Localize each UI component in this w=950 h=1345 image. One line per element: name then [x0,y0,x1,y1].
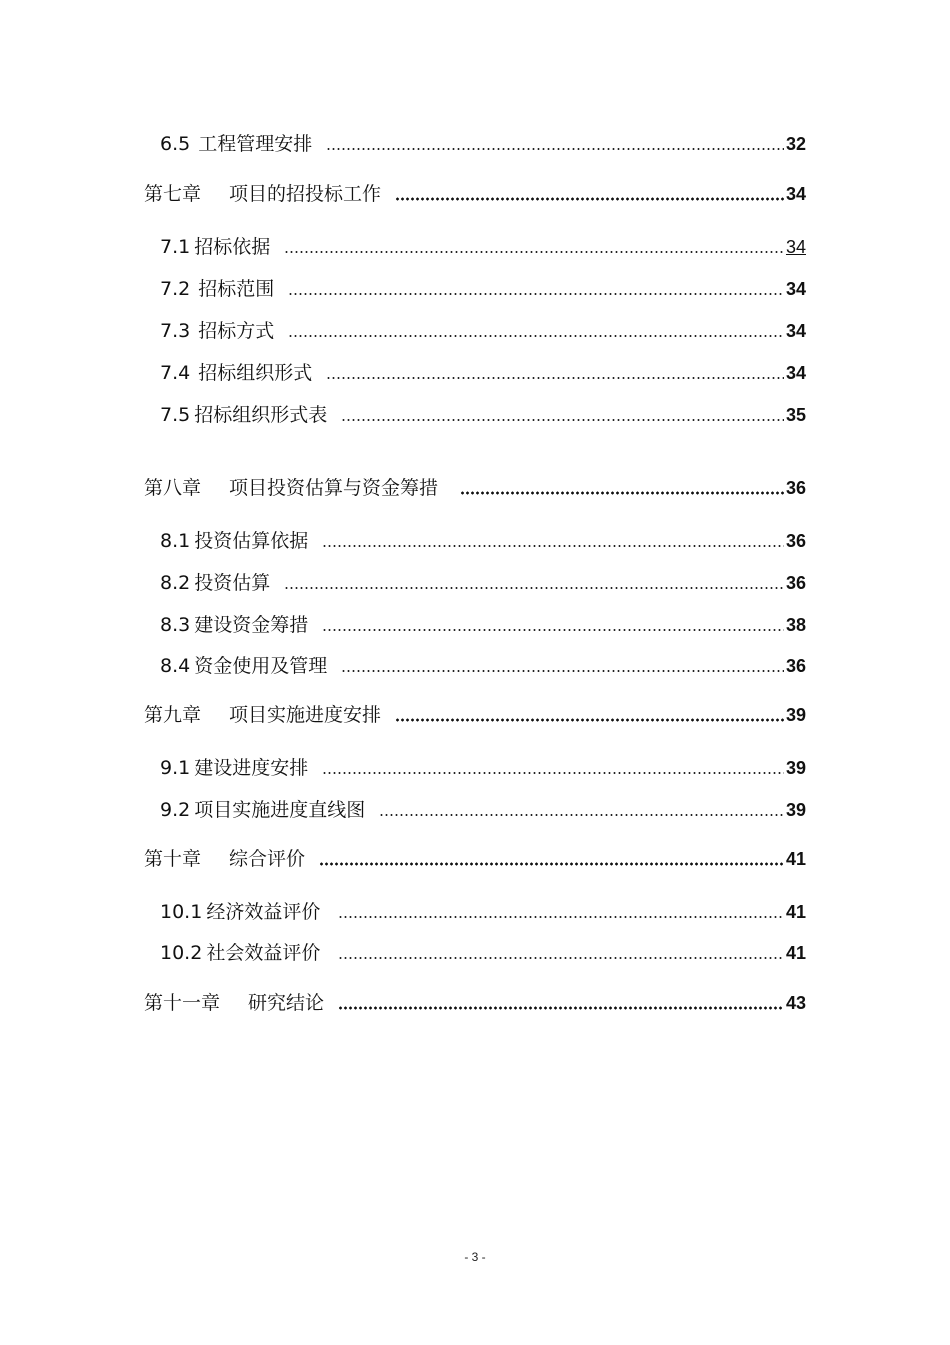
toc-entry-7-4[interactable] [160,360,806,386]
chapter-title: 项目投资估算与资金筹措 [229,477,439,499]
toc-chapter-9[interactable] [144,702,806,728]
toc-title: 招标方式 [198,320,275,342]
chapter-number: 第九章 [144,704,202,726]
toc-title: 投资估算依据 [194,530,309,552]
toc-number: 7.2 [160,278,191,300]
toc-page-number: 34 [785,363,806,383]
toc-page-number: 36 [785,573,806,593]
toc-title: 项目实施进度直线图 [194,799,366,821]
toc-number: 7.5 [160,404,191,426]
toc-title: 招标范围 [198,278,275,300]
toc-chapter-11[interactable] [144,990,806,1016]
toc-page-number: 39 [785,705,806,725]
dot-leader [338,946,784,960]
toc-page-number: 39 [785,758,806,778]
dot-leader [326,366,784,380]
toc-chapter-7[interactable] [144,181,806,207]
toc-entry-7-2[interactable] [160,276,806,302]
toc-number: 8.3 [160,614,191,636]
chapter-number: 第八章 [144,477,202,499]
toc-page-number: 36 [785,478,806,498]
toc-chapter-8[interactable] [144,475,806,501]
dot-leader [322,534,784,548]
toc-title: 建设资金筹措 [194,614,309,636]
dot-leader [395,708,784,722]
toc-page-number: 41 [785,849,806,869]
dot-leader [288,324,784,338]
dot-leader [338,905,784,919]
chapter-title: 研究结论 [248,992,325,1014]
toc-page-number: 39 [785,800,806,820]
toc-page-number: 38 [785,615,806,635]
toc-entry-9-1[interactable] [160,755,806,781]
toc-entry-8-1[interactable] [160,528,806,554]
dot-leader [322,618,784,632]
dot-leader [319,852,784,866]
dot-leader [341,408,784,422]
chapter-title: 综合评价 [229,848,306,870]
toc-entry-7-1[interactable] [160,234,806,260]
toc-number: 7.4 [160,362,191,384]
toc-number: 9.1 [160,757,191,779]
toc-page-number: 36 [785,531,806,551]
toc-entry-7-5[interactable] [160,402,806,428]
toc-title: 社会效益评价 [206,942,321,964]
toc-page-number: 41 [785,943,806,963]
dot-leader [288,282,784,296]
chapter-title: 项目的招投标工作 [229,183,382,205]
toc-entry-7-3[interactable] [160,318,806,344]
chapter-number: 第十章 [144,848,202,870]
toc-number: 8.1 [160,530,191,552]
toc-page-number: 34 [785,184,806,204]
toc-page-number: 41 [785,902,806,922]
toc-title: 建设进度安排 [194,757,309,779]
toc-number: 10.2 [160,942,203,964]
toc-entry-6-5[interactable] [160,131,806,157]
toc-entry-8-2[interactable] [160,570,806,596]
dot-leader [460,481,784,495]
chapter-number: 第七章 [144,183,202,205]
toc-title: 招标组织形式表 [194,404,328,426]
toc-title: 招标依据 [194,236,271,258]
toc-title: 投资估算 [194,572,271,594]
toc-title: 工程管理安排 [198,133,313,155]
toc-number: 9.2 [160,799,191,821]
toc-title: 招标组织形式 [198,362,313,384]
toc-page-number: 34 [785,279,806,299]
toc-entry-10-1[interactable] [160,899,806,925]
toc-title: 资金使用及管理 [194,655,328,677]
toc-page-number: 34 [785,321,806,341]
dot-leader [395,187,784,201]
toc-page-number: 36 [785,656,806,676]
dot-leader [322,761,784,775]
dot-leader [284,240,784,254]
chapter-number: 第十一章 [144,992,221,1014]
toc-number: 8.2 [160,572,191,594]
toc-page-number: 32 [785,134,806,154]
toc-page-number: 35 [785,405,806,425]
dot-leader [379,803,784,817]
toc-number: 10.1 [160,901,203,923]
dot-leader [284,576,784,590]
toc-number: 7.1 [160,236,191,258]
page-footer-number: - 3 - [464,1250,486,1264]
dot-leader [326,137,784,151]
toc-number: 7.3 [160,320,191,342]
chapter-title: 项目实施进度安排 [229,704,382,726]
toc-entry-10-2[interactable] [160,940,806,966]
dot-leader [338,996,784,1010]
toc-title: 经济效益评价 [206,901,321,923]
toc-entry-8-3[interactable] [160,612,806,638]
toc-page-link[interactable]: 34 [785,237,806,257]
toc-page-number: 43 [785,993,806,1013]
toc-number: 8.4 [160,655,191,677]
toc-number: 6.5 [160,133,191,155]
dot-leader [341,659,784,673]
toc-chapter-10[interactable] [144,846,806,872]
toc-entry-8-4[interactable] [160,653,806,679]
toc-entry-9-2[interactable] [160,797,806,823]
